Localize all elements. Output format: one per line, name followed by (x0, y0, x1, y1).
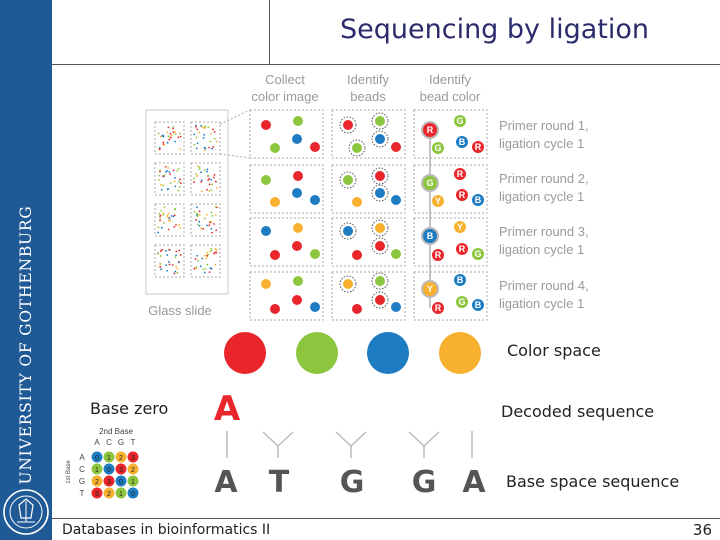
speckle-dot (158, 175, 160, 177)
speckle-dot (158, 179, 160, 181)
speckle-dot (157, 227, 159, 229)
speckle-dot (165, 171, 167, 173)
speckle-dot (193, 178, 195, 180)
speckle-dot (211, 184, 213, 186)
speckle-dot (208, 224, 210, 226)
round1-right1-letter: B (458, 137, 466, 147)
speckle-dot (210, 248, 212, 250)
header-identify-color: Identify (429, 72, 471, 87)
seq-base-3: G (339, 465, 365, 500)
round4-top-letter: B (456, 275, 464, 285)
round2-right2-letter: B (474, 195, 482, 205)
round4-main-letter: Y (426, 284, 434, 294)
speckle-dot (174, 141, 176, 143)
decode-connectors (227, 431, 472, 458)
matrix-col-t: T (130, 438, 136, 447)
speckle-dot (204, 272, 206, 274)
speckle-dot (175, 133, 177, 135)
speckle-dot (158, 213, 160, 215)
speckle-dot (200, 171, 202, 173)
speckle-dot (175, 251, 177, 253)
speckle-dot (194, 211, 196, 213)
speckle-dot (198, 132, 200, 134)
round2-bottom-letter: Y (434, 196, 442, 206)
speckle-dot (199, 225, 201, 227)
speckle-dot (206, 224, 208, 226)
speckle-dot (216, 187, 218, 189)
base-zero-label: Base zero (90, 399, 169, 418)
speckle-dot (196, 175, 198, 177)
speckle-dot (209, 267, 211, 269)
round1-bottom-letter: G (434, 143, 442, 153)
speckle-dot (174, 185, 176, 187)
matrix-cell-value: 0 (107, 467, 111, 474)
matrix-row-a: A (79, 453, 85, 462)
speckle-dot (159, 171, 161, 173)
speckle-dot (158, 133, 160, 135)
speckle-dot (174, 214, 176, 216)
speckle-dot (201, 258, 203, 260)
speckle-dot (167, 188, 169, 190)
header-beads: beads (350, 89, 386, 104)
speckle-dot (198, 221, 200, 223)
round3-bottom-letter: R (434, 250, 442, 260)
speckle-dot (215, 248, 217, 250)
speckle-dot (168, 229, 170, 231)
speckle-dot (168, 139, 170, 141)
color-space-red-dot (224, 332, 266, 374)
matrix-cell-value: 0 (95, 455, 99, 462)
speckle-dot (196, 255, 198, 257)
speckle-dot (208, 175, 210, 177)
speckle-dot (205, 268, 207, 270)
speckle-dot (174, 177, 176, 179)
speckle-dot (211, 215, 213, 217)
speckle-dot (193, 268, 195, 270)
speckle-dot (172, 126, 174, 128)
speckle-dot (166, 270, 168, 272)
speckle-dot (178, 181, 180, 183)
speckle-dot (202, 228, 204, 230)
speckle-dot (167, 216, 169, 218)
round4-label-line1: Primer round 4, (499, 278, 589, 293)
speckle-dot (179, 133, 181, 135)
speckle-dot (209, 222, 211, 224)
speckle-dot (209, 251, 211, 253)
speckle-dot (215, 181, 217, 183)
speckle-dot (214, 131, 216, 133)
speckle-dot (210, 179, 212, 181)
speckle-dot (159, 148, 161, 150)
speckle-dot (168, 220, 170, 222)
color-space-yellow-dot (439, 332, 481, 374)
speckle-dot (175, 208, 177, 210)
seq-base-4: G (411, 465, 437, 500)
speckle-dot (197, 224, 199, 226)
speckle-dot (165, 250, 167, 252)
speckle-dot (211, 232, 213, 234)
speckle-dot (199, 214, 201, 216)
speckle-dot (205, 148, 207, 150)
speckle-dot (210, 141, 212, 143)
speckle-dot (215, 229, 217, 231)
speckle-dot (209, 190, 211, 192)
speckle-dot (199, 166, 201, 168)
speckle-dot (162, 134, 164, 136)
matrix-col-g: G (117, 438, 125, 447)
speckle-dot (159, 264, 161, 266)
speckle-dot (196, 128, 198, 130)
speckle-dot (195, 126, 197, 128)
speckle-dot (162, 184, 164, 186)
speckle-dot (180, 136, 182, 138)
speckle-dot (168, 213, 170, 215)
speckle-dot (157, 253, 159, 255)
round4-right1-letter: G (458, 297, 466, 307)
speckle-dot (195, 219, 197, 221)
speckle-dot (164, 206, 166, 208)
speckle-dot (193, 133, 195, 135)
speckle-dot (200, 181, 202, 183)
speckle-dot (180, 254, 182, 256)
matrix-cell-value: 0 (131, 491, 135, 498)
speckle-dot (206, 252, 208, 254)
speckle-dot (214, 174, 216, 176)
speckle-dot (179, 186, 181, 188)
round1-main-letter: R (426, 125, 434, 135)
speckle-dot (163, 212, 165, 214)
speckle-dot (173, 169, 175, 171)
speckle-dot (203, 137, 205, 139)
seq-base-2: T (268, 465, 290, 500)
matrix-cell-value: 2 (107, 491, 111, 498)
color-space-green-dot (296, 332, 338, 374)
speckle-dot (180, 182, 182, 184)
speckle-dot (214, 138, 216, 140)
matrix-cell-value: 2 (119, 455, 123, 462)
speckle-dot (167, 126, 169, 128)
speckle-dot (168, 171, 170, 173)
speckle-dot (176, 272, 178, 274)
speckle-dot (211, 148, 213, 150)
speckle-dot (208, 178, 210, 180)
matrix-cell-value: 3 (95, 491, 99, 498)
matrix-title: 2nd Base (99, 427, 133, 436)
speckle-dot (200, 228, 202, 230)
university-name: UNIVERSITY OF GOTHENBURG (17, 205, 35, 485)
footer-rule (52, 518, 720, 519)
speckle-dot (177, 268, 179, 270)
speckle-dot (209, 271, 211, 273)
round1-label-line1: Primer round 1, (499, 118, 589, 133)
speckle-dot (210, 189, 212, 191)
color-space-blue-dot (367, 332, 409, 374)
speckle-dot (163, 144, 165, 146)
speckle-dot (178, 250, 180, 252)
speckle-dot (197, 213, 199, 215)
speckle-dot (160, 136, 162, 138)
speckle-dot (165, 264, 167, 266)
speckle-dot (157, 232, 159, 234)
speckle-dot (169, 220, 171, 222)
speckle-dot (171, 135, 173, 137)
speckle-dot (167, 136, 169, 138)
speckle-dot (215, 214, 217, 216)
round2-label-line1: Primer round 2, (499, 171, 589, 186)
speckle-dot (162, 214, 164, 216)
matrix-cell-value: 3 (119, 467, 123, 474)
matrix-cell-value: 2 (95, 479, 99, 486)
speckle-dot (163, 174, 165, 176)
speckle-dot (215, 206, 217, 208)
speckle-dot (200, 125, 202, 127)
base-zero-letter: A (213, 389, 241, 429)
speckle-dot (196, 206, 198, 208)
round2-label-line2: ligation cycle 1 (499, 189, 585, 204)
speckle-dot (159, 266, 161, 268)
speckle-dot (199, 168, 201, 170)
speckle-dot (175, 256, 177, 258)
speckle-dot (174, 180, 176, 182)
round3-label-line1: Primer round 3, (499, 224, 589, 239)
base-space-label: Base space sequence (506, 472, 680, 491)
speckle-dot (216, 141, 218, 143)
round2-top-letter: R (456, 169, 464, 179)
speckle-dot (210, 133, 212, 135)
speckle-dot (205, 258, 207, 260)
speckle-dot (169, 264, 171, 266)
round3-main-letter: B (426, 231, 434, 241)
speckle-dot (201, 180, 203, 182)
speckle-dot (173, 226, 175, 228)
round4-label-line2: ligation cycle 1 (499, 296, 585, 311)
speckle-dot (161, 227, 163, 229)
speckle-dot (179, 227, 181, 229)
panel-boxes (250, 110, 487, 320)
speckle-dot (197, 215, 199, 217)
speckle-dot (206, 171, 208, 173)
speckle-dot (171, 215, 173, 217)
speckle-dot (163, 222, 165, 224)
speckle-dot (211, 212, 213, 214)
round2-right1-letter: R (458, 190, 466, 200)
speckle-dot (159, 220, 161, 222)
matrix-row-c: C (79, 465, 85, 474)
matrix-side-label: 1st Base (66, 460, 72, 484)
speckle-dot (209, 183, 211, 185)
round4-bottom-letter: R (434, 303, 442, 313)
speckle-dot (174, 271, 176, 273)
speckle-dot (172, 128, 174, 130)
header-identify-beads: Identify (347, 72, 389, 87)
speckle-dot (201, 191, 203, 193)
speckle-dot (193, 144, 195, 146)
speckle-dot (179, 148, 181, 150)
speckle-dot (172, 264, 174, 266)
speckle-dot (204, 218, 206, 220)
speckle-dot (200, 265, 202, 267)
matrix-cell-value: 3 (131, 455, 135, 462)
round1-top-letter: G (456, 116, 464, 126)
speckle-dot (196, 137, 198, 139)
encoding-matrix (66, 427, 139, 499)
speckle-dot (179, 178, 181, 180)
color-space-label: Color space (507, 341, 601, 360)
speckle-dot (167, 142, 169, 144)
round3-right2-letter: G (474, 249, 482, 259)
speckle-dot (175, 254, 177, 256)
speckle-dot (173, 273, 175, 275)
speckle-dot (204, 149, 206, 151)
speckle-dot (168, 261, 170, 263)
speckle-dot (210, 228, 212, 230)
speckle-dot (204, 255, 206, 257)
slide-title: Sequencing by ligation (340, 14, 650, 45)
speckle-dot (170, 133, 172, 135)
speckle-dot (213, 177, 215, 179)
speckle-dot (207, 169, 209, 171)
speckle-dot (216, 252, 218, 254)
speckle-dot (208, 147, 210, 149)
speckle-dot (170, 137, 172, 139)
speckle-dot (167, 167, 169, 169)
speckle-dot (195, 267, 197, 269)
matrix-cell-value: 3 (107, 479, 111, 486)
footer-text: Databases in bioinformatics II (62, 522, 271, 538)
speckle-dot (207, 254, 209, 256)
speckle-dot (165, 166, 167, 168)
speckle-dot (166, 254, 168, 256)
round1-right2-letter: R (474, 142, 482, 152)
round1-label-line2: ligation cycle 1 (499, 136, 585, 151)
round2-main-letter: G (426, 178, 434, 188)
speckle-dot (160, 255, 162, 257)
speckle-dot (160, 215, 162, 217)
matrix-row-g: G (78, 477, 86, 486)
speckle-dot (195, 258, 197, 260)
speckle-dot (204, 126, 206, 128)
matrix-row-t: T (79, 489, 85, 498)
seq-base-5: A (462, 465, 486, 500)
round3-top-letter: Y (456, 222, 464, 232)
speckle-dot (176, 170, 178, 172)
speckle-dot (193, 181, 195, 183)
speckle-dot (170, 182, 172, 184)
speckle-dot (212, 128, 214, 130)
header-bead-color: bead color (419, 89, 481, 104)
speckle-dot (213, 223, 215, 225)
speckle-dot (202, 269, 204, 271)
speckle-dot (203, 134, 205, 136)
matrix-cell-value: 0 (119, 479, 123, 486)
speckle-dot (177, 190, 179, 192)
matrix-col-c: C (106, 438, 112, 447)
speckle-dot (175, 266, 177, 268)
matrix-col-a: A (94, 438, 100, 447)
speckle-dot (169, 173, 171, 175)
matrix-cells (92, 452, 139, 499)
decoded-sequence-label: Decoded sequence (501, 402, 655, 421)
speckle-dot (204, 127, 206, 129)
speckle-dot (167, 131, 169, 133)
round4-right2-letter: B (474, 300, 482, 310)
speckle-dot (160, 250, 162, 252)
matrix-cell-value: 2 (131, 467, 135, 474)
speckle-dot (160, 210, 162, 212)
speckle-dot (197, 165, 199, 167)
speckle-dot (206, 189, 208, 191)
glass-slide-label: Glass slide (148, 303, 212, 318)
speckle-dot (160, 268, 162, 270)
speckle-dot (163, 142, 165, 144)
speckle-dot (178, 262, 180, 264)
speckle-dot (197, 260, 199, 262)
speckle-dot (212, 146, 214, 148)
speckle-dot (196, 147, 198, 149)
header-collect: Collect (265, 72, 305, 87)
speckle-dot (178, 224, 180, 226)
speckle-dot (168, 249, 170, 251)
speckle-dot (199, 210, 201, 212)
matrix-cell-value: 1 (119, 491, 123, 498)
speckle-dot (161, 189, 163, 191)
speckle-dot (160, 184, 162, 186)
header-color-image: color image (251, 89, 319, 104)
speckle-dot (207, 126, 209, 128)
page-number: 36 (692, 521, 712, 539)
speckle-dot (197, 142, 199, 144)
round3-right1-letter: R (458, 244, 466, 254)
speckle-dot (206, 264, 208, 266)
speckle-dot (204, 169, 206, 171)
speckle-dot (169, 218, 171, 220)
speckle-dot (175, 224, 177, 226)
speckle-dot (159, 218, 161, 220)
speckle-dot (195, 173, 197, 175)
matrix-cell-value: 1 (95, 467, 99, 474)
matrix-cell-value: 1 (107, 455, 111, 462)
seq-base-1: A (214, 465, 238, 500)
speckle-dot (177, 136, 179, 138)
speckle-dot (167, 214, 169, 216)
speckle-dot (174, 131, 176, 133)
speckle-dot (173, 131, 175, 133)
round3-label-line2: ligation cycle 1 (499, 242, 585, 257)
matrix-cell-value: 1 (131, 479, 135, 486)
speckle-dot (210, 250, 212, 252)
speckle-dot (206, 214, 208, 216)
speckle-dot (214, 264, 216, 266)
speckle-dot (178, 168, 180, 170)
